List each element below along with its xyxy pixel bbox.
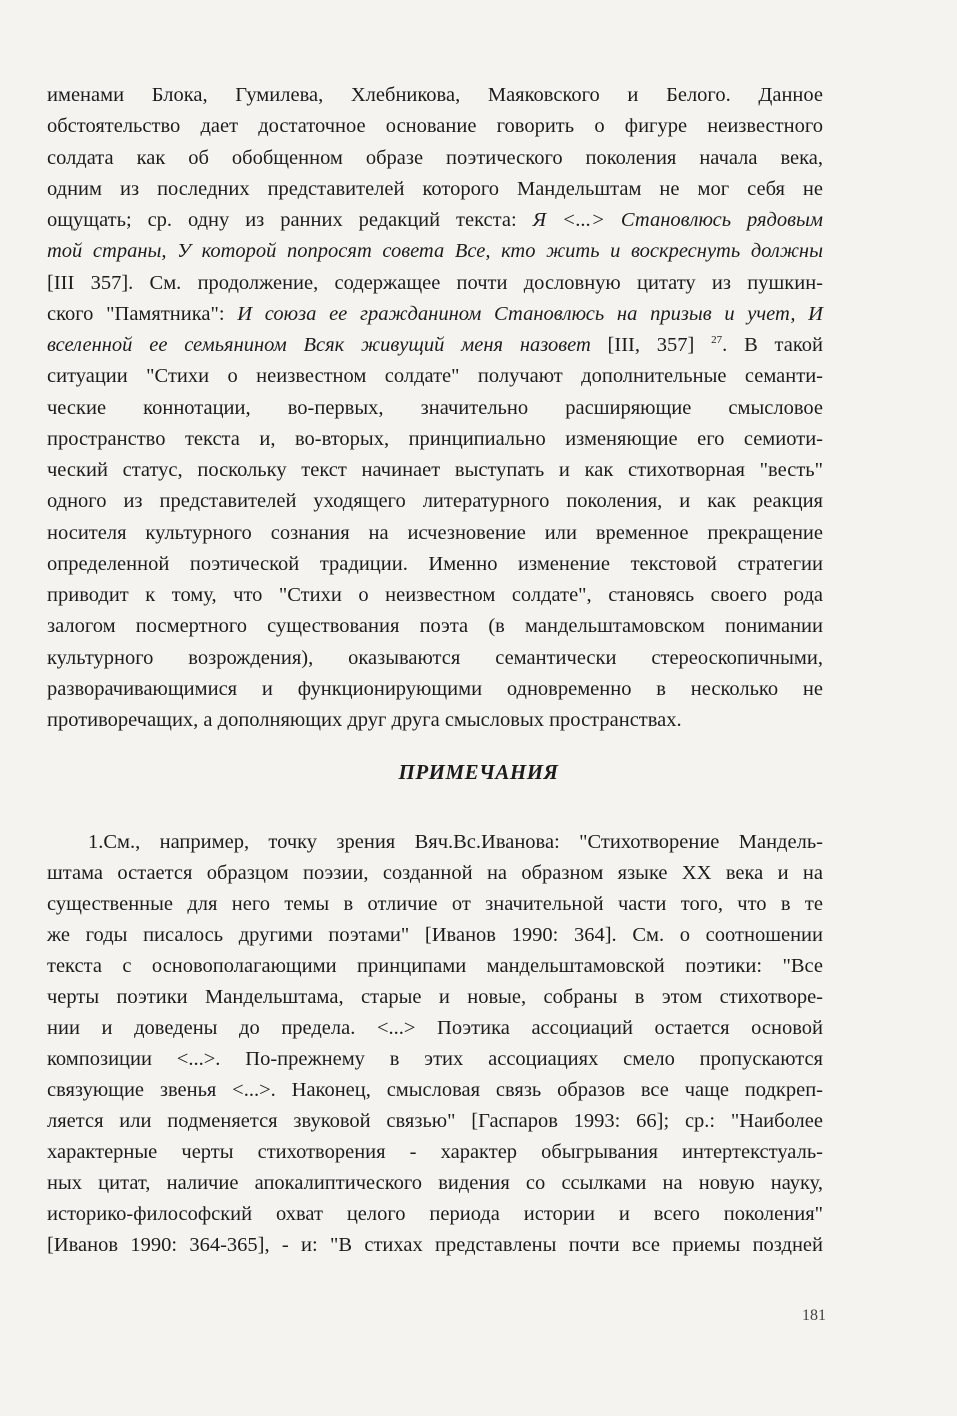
footnote-ref: 27 (711, 334, 723, 346)
body-line-10: ситуации "Стихи о неизвестном солдате" получают дополнительные семанти- (47, 365, 823, 387)
body-line-6 (47, 236, 823, 267)
body-line-21: противоречащих, а дополняющих друг друга смысловых пространствах. (47, 709, 682, 731)
note-line-14: [Иванов 1990: 364-365], - и: "В стихах представлены почти все приемы поздней (47, 1234, 823, 1256)
note-line-1: 1.См., например, точку зрения Вяч.Вс.Иванова: "Стихотворение Мандель- (88, 831, 823, 853)
note-line-7: нии и доведены до предела. <...> Поэтика ассоциаций остается основой (47, 1017, 823, 1039)
body-line-2: обстоятельство дает достаточное основание говорить о фигуре неизвестного (47, 115, 823, 137)
body-line-16: определенной поэтической традиции. Именно изменение текстовой стратегии (47, 553, 823, 575)
body-line-17: приводит к тому, что "Стихи о неизвестном солдате", становясь своего рода (47, 584, 823, 606)
body-line-14: одного из представителей уходящего литературного поколения, и как реакция (47, 490, 823, 512)
body-line-3: солдата как об обобщенном образе поэтического поколения начала века, (47, 147, 823, 169)
body-line-18: залогом посмертного существования поэта (в мандельштамовском понимании (47, 615, 823, 637)
quote-italic: вселенной ее семьянином Всяк живущий меня назовет (47, 334, 591, 356)
body-line-13: ческий статус, поскольку текст начинает выступать и как стихотворная "весть" (47, 459, 823, 481)
note-line-8: композиции <...>. По-прежнему в этих ассоциациях смело пропускаются (47, 1048, 823, 1070)
quote-italic: И союза ее гражданином Становлюсь на призыв и учет, И (237, 303, 823, 325)
body-line-12: пространство текста и, во-вторых, принципиально изменяющие его семиоти- (47, 428, 823, 450)
page-number: 181 (802, 1307, 826, 1324)
body-line-19: культурного возрождения), оказываются семантически стереоскопичными, (47, 647, 823, 669)
body-line-9: вселенной ее семьянином Всяк живущий меня назовет [III, 357] $^{27}$. В такой (47, 334, 823, 356)
note-line-4: же годы писалось другими поэтами" [Иванов 1990: 364]. См. о соотношении (47, 924, 823, 946)
note-line-5: текста с основополагающими принципами мандельштамовской поэтики: "Все (47, 955, 823, 977)
quote-italic: той страны, У которой попросят совета Все, кто жить и воскреснуть должны (47, 240, 823, 262)
note-line-3: существенные для него темы в отличие от значительной части того, что в те (47, 893, 823, 915)
body-line-1: именами Блока, Гумилева, Хлебникова, Маяковского и Белого. Данное (47, 84, 823, 106)
body-line-11: ческие коннотации, во-первых, значительно расширяющие смысловое (47, 397, 823, 419)
note-line-13: историко-философский охват целого периода истории и всего поколения" (47, 1203, 823, 1225)
body-line-7: [III 357]. См. продолжение, содержащее почти дословную цитату из пушкин- (47, 272, 823, 294)
note-line-11: характерные черты стихотворения - характер обыгрывания интертекстуаль- (47, 1141, 823, 1163)
note-line-9: связующие звенья <...>. Наконец, смысловая связь образов все чаще подкреп- (47, 1079, 823, 1101)
note-line-10: ляется или подменяется звуковой связью" [Гаспаров 1993: 66]; ср.: "Наиболее (47, 1110, 823, 1132)
body-line-15: носителя культурного сознания на исчезновение или временное прекращение (47, 522, 823, 544)
notes-heading: ПРИМЕЧАНИЯ (398, 760, 559, 784)
note-line-6: черты поэтики Мандельштама, старые и новые, собраны в этом стихотворе- (47, 986, 823, 1008)
body-line-4: одним из последних представителей которого Мандельштам не мог себя не (47, 178, 823, 200)
note-line-2: штама остается образцом поэзии, созданной на образном языке XX века и на (47, 862, 823, 884)
body-line-5: ощущать; ср. одну из ранних редакций текста: Я <...> Становлюсь рядовым (47, 209, 823, 231)
body-line-20: разворачивающимися и функционирующими одновременно в несколько не (47, 678, 823, 700)
quote-italic: Я <...> Становлюсь рядовым (532, 209, 823, 231)
note-line-12: ных цитат, наличие апокалиптического видения со ссылками на новую науку, (47, 1172, 823, 1194)
body-line-8: ского "Памятника": И союза ее гражданином Становлюсь на призыв и учет, И (47, 303, 823, 325)
